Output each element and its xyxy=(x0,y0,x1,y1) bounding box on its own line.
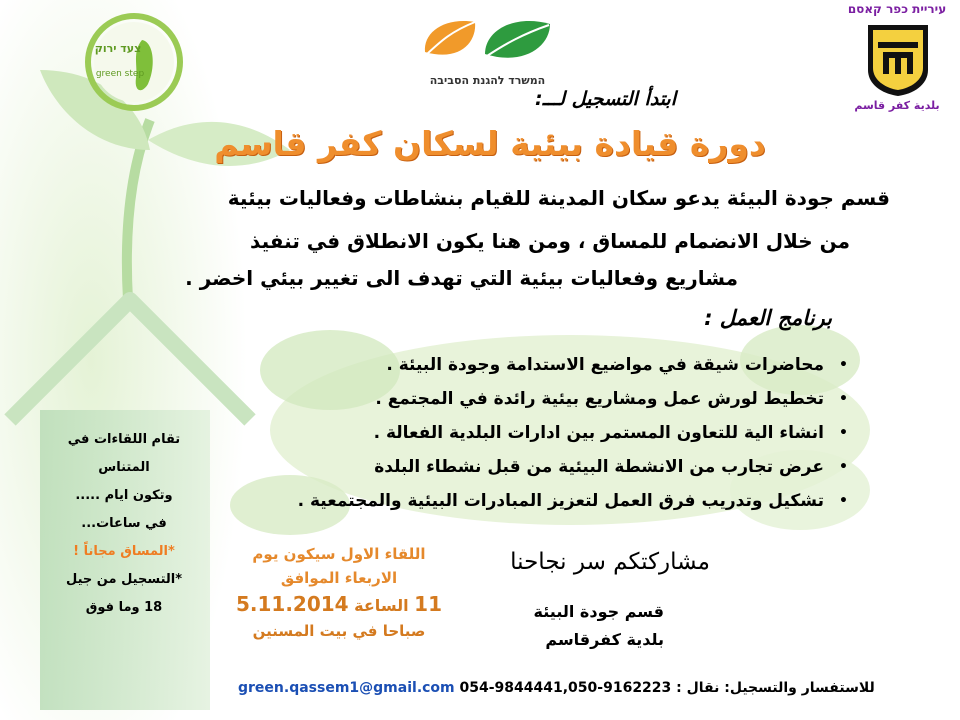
intro-line-3: مشاريع وفعاليات بيئية التي تهدف الى تغيير بيئي اخضر . xyxy=(185,266,738,290)
house-line-5: *المساق مجاناً ! xyxy=(73,544,175,559)
house-line-4: في ساعات... xyxy=(81,516,167,531)
contact-label: للاستفسار والتسجيل: نقال : xyxy=(676,680,875,696)
first-meeting-time: 11 xyxy=(414,592,443,616)
green-step-logo-emblem xyxy=(84,12,184,112)
first-meeting-line-4: صباحا في بيت المسنين xyxy=(252,622,426,640)
house-line-6: *التسجيل من جيل xyxy=(65,572,183,587)
first-meeting-date-time xyxy=(228,590,450,620)
house-info-box xyxy=(50,426,198,622)
intro-line-2: من خلال الانضمام للمساق ، ومن هنا يكون الانطلاق في تنفيذ xyxy=(250,229,850,253)
signature-municipality: بلدية كفرقاسم xyxy=(545,630,664,649)
bullet-icon: • xyxy=(839,391,848,407)
green-step-he-text: צעד ירוק xyxy=(94,42,142,55)
contact-email[interactable]: green.qassem1@gmail.com xyxy=(238,680,455,696)
program-list xyxy=(208,350,848,520)
success-slogan: مشاركتكم سر نجاحنا xyxy=(510,549,710,575)
bullet-icon: • xyxy=(839,493,848,509)
program-item xyxy=(208,418,848,452)
contact-line xyxy=(238,680,875,696)
house-line-1: تقام اللقاءات في xyxy=(67,432,181,447)
bullet-icon: • xyxy=(839,425,848,441)
program-item xyxy=(208,350,848,384)
contact-phones: 054-9844441,050-9162223 xyxy=(459,680,672,696)
municipality-bottom-caption: بلدية كفر قاسم xyxy=(854,99,940,112)
program-item xyxy=(208,486,848,520)
first-meeting-line-2: الاربعاء الموافق xyxy=(280,569,398,587)
program-item-text: تخطيط لورش عمل ومشاريع بيئية رائدة في المجتمع . xyxy=(375,389,824,409)
municipality-top-caption: עיריית כפר קאסם xyxy=(847,2,947,16)
bullet-icon: • xyxy=(839,357,848,373)
program-item-text: انشاء الية للتعاون المستمر بين ادارات البلدية الفعالة . xyxy=(373,423,824,443)
first-meeting-line-1: اللقاء الاول سيكون يوم xyxy=(252,545,426,563)
green-step-en-text: green step xyxy=(95,69,145,79)
signature-block xyxy=(534,598,664,654)
program-item-text: محاضرات شيقة في مواضيع الاستدامة وجودة البيئة . xyxy=(386,355,824,375)
intro-line-1: قسم جودة البيئة يدعو سكان المدينة للقيام بنشاطات وفعاليات بيئية xyxy=(227,186,890,210)
first-meeting-time-label: الساعة xyxy=(354,596,409,615)
first-meeting-info xyxy=(228,542,450,642)
start-registration-label: ابتدأ التسجيل لـــ: xyxy=(534,88,676,110)
first-meeting-date: 5.11.2014 xyxy=(235,592,349,616)
program-item xyxy=(208,452,848,486)
program-item xyxy=(208,384,848,418)
ministry-logo xyxy=(405,12,570,87)
house-line-3: وتكون ايام ..... xyxy=(75,488,173,503)
house-line-7: 18 وما فوق xyxy=(85,600,163,615)
signature-dept: قسم جودة البيئة xyxy=(533,602,664,621)
bullet-icon: • xyxy=(839,459,848,475)
house-line-2: المتناس xyxy=(98,460,150,475)
course-title: دورة قيادة بيئية لسكان كفر قاسم xyxy=(214,124,766,163)
leaves-icon xyxy=(405,12,570,74)
program-heading: برنامج العمل : xyxy=(704,306,832,330)
municipality-logo xyxy=(838,2,956,112)
program-item-text: عرض تجارب من الانشطة البيئية من قبل نشطاء البلدة xyxy=(374,457,824,477)
program-item-text: تشكيل وتدريب فرق العمل لتعزيز المبادرات البيئية والمجتمعية . xyxy=(297,491,824,511)
municipality-emblem-icon xyxy=(863,20,933,98)
green-step-logo xyxy=(84,12,184,112)
ministry-caption: המשרד להגנת הסביבה xyxy=(429,74,546,87)
